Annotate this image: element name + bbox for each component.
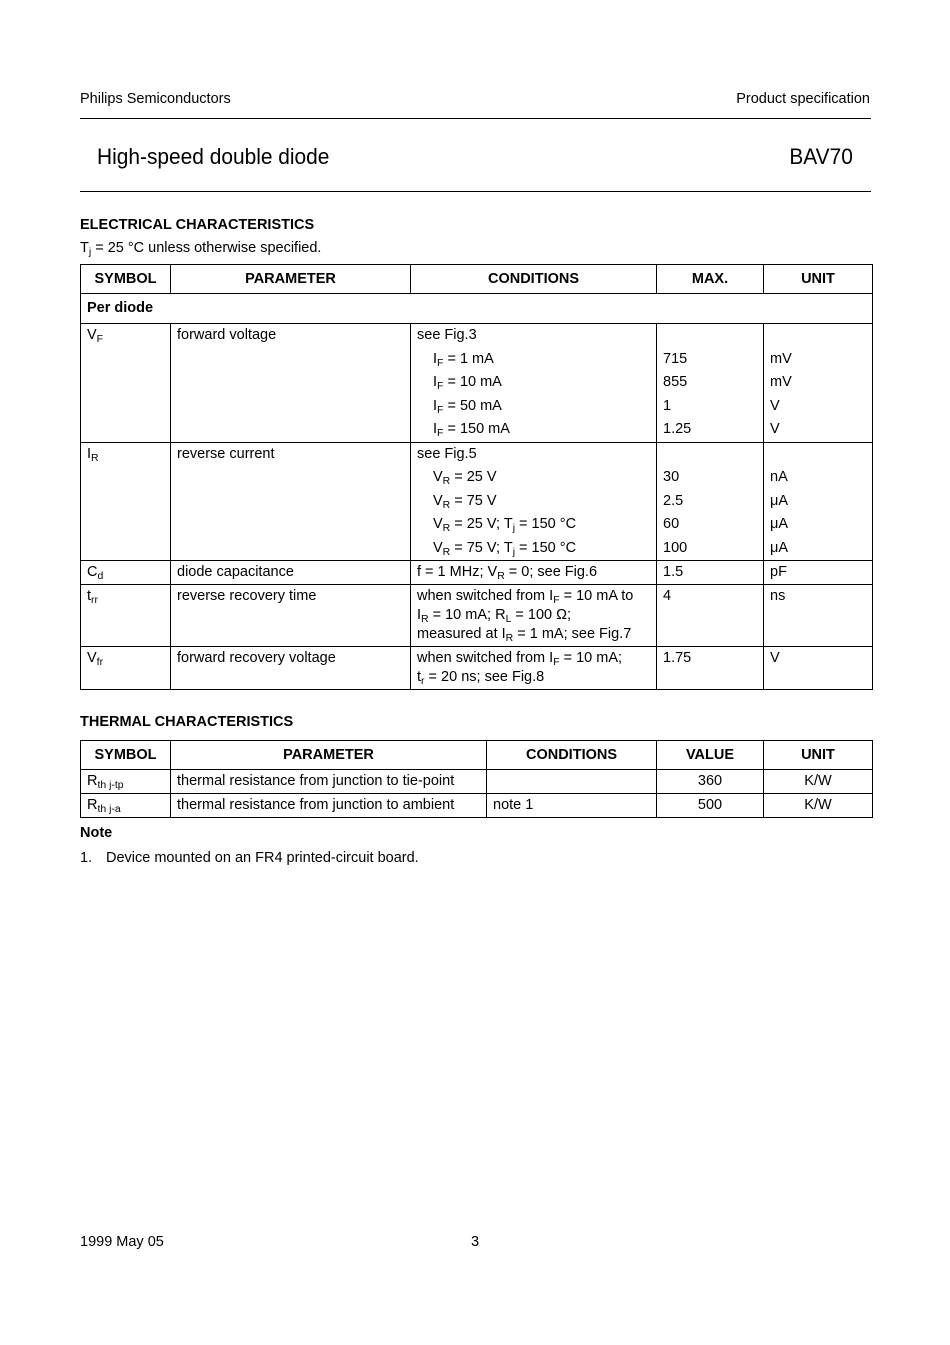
unit-rth-ja: K/W bbox=[764, 794, 873, 818]
thermal-table bbox=[80, 740, 873, 818]
col-value: VALUE bbox=[657, 741, 764, 770]
conditions-cd: f = 1 MHz; $V_R = 0$; see Fig.6 bbox=[411, 561, 657, 585]
symbol-vf: $V_F$ bbox=[81, 324, 171, 443]
unit-trr: ns bbox=[764, 585, 873, 647]
note-heading: Note bbox=[80, 825, 113, 841]
max-vfr: 1.75 bbox=[657, 647, 764, 690]
conditions-vfr: when switched from $I_F = 10$ mA; $t_r = 20$ ns; see Fig.8 bbox=[411, 647, 657, 690]
company-name: Philips Semiconductors bbox=[80, 91, 231, 107]
conditions-ir: see Fig.5 $V_R = 25$ V $V_R = 75$ V $V_R = 25$ V; $T_j = 150$ °C $V_R = 75$ V; $T_j = 150$ °C bbox=[411, 442, 657, 561]
col-parameter: PARAMETER bbox=[171, 741, 487, 770]
parameter-cd: diode capacitance bbox=[171, 561, 411, 585]
note-item bbox=[80, 850, 419, 866]
parameter-ir: reverse current bbox=[171, 442, 411, 561]
thermal-heading: THERMAL CHARACTERISTICS bbox=[80, 714, 294, 730]
parameter-vf: forward voltage bbox=[171, 324, 411, 443]
unit-ir: nA μA μA μA bbox=[764, 442, 873, 561]
footer-date: 1999 May 05 bbox=[80, 1234, 164, 1250]
unit-rth-jtp: K/W bbox=[764, 770, 873, 794]
product-title: High-speed double diode bbox=[97, 144, 330, 169]
max-ir: 30 2.5 60 100 bbox=[657, 442, 764, 561]
symbol-vfr: $V_{fr}$ bbox=[81, 647, 171, 690]
symbol-cd: $C_d$ bbox=[81, 561, 171, 585]
symbol-trr: $t_{rr}$ bbox=[81, 585, 171, 647]
thermal-header-row bbox=[81, 741, 873, 770]
conditions-rth-ja: note 1 bbox=[487, 794, 657, 818]
col-unit: UNIT bbox=[764, 265, 873, 294]
table-row bbox=[81, 770, 873, 794]
parameter-rth-ja: thermal resistance from junction to ambient bbox=[171, 794, 487, 818]
col-max: MAX. bbox=[657, 265, 764, 294]
table-row-cd bbox=[81, 561, 873, 585]
table-row-vf bbox=[81, 324, 873, 443]
title-rule bbox=[80, 191, 871, 192]
conditions-vf: see Fig.3 $I_F = 1$ mA $I_F = 10$ mA $I_F = 50$ mA $I_F = 150$ mA bbox=[411, 324, 657, 443]
electrical-header-row bbox=[81, 265, 873, 294]
symbol-rth-ja: $R_{th j-a}$ bbox=[81, 794, 171, 818]
part-number: BAV70 bbox=[789, 144, 853, 169]
note-number: 1. bbox=[80, 850, 93, 866]
group-row bbox=[81, 294, 873, 324]
unit-vfr: V bbox=[764, 647, 873, 690]
col-symbol: SYMBOL bbox=[81, 741, 171, 770]
max-trr: 4 bbox=[657, 585, 764, 647]
table-row-trr bbox=[81, 585, 873, 647]
col-conditions: CONDITIONS bbox=[411, 265, 657, 294]
table-row-ir bbox=[81, 442, 873, 561]
electrical-table bbox=[80, 264, 873, 690]
conditions-trr: when switched from $I_F = 10$ mA to $I_R = 10$ mA; $R_L = 100$ Ω; measured at $I_R = 1$ mA; see Fig.7 bbox=[411, 585, 657, 647]
parameter-trr: reverse recovery time bbox=[171, 585, 411, 647]
electrical-heading: ELECTRICAL CHARACTERISTICS bbox=[80, 217, 315, 233]
table-row bbox=[81, 794, 873, 818]
max-cd: 1.5 bbox=[657, 561, 764, 585]
header-rule bbox=[80, 118, 871, 119]
page-number: 3 bbox=[471, 1234, 480, 1250]
group-label: Per diode bbox=[81, 294, 873, 324]
table-row-vfr bbox=[81, 647, 873, 690]
max-vf: 715 855 1 1.25 bbox=[657, 324, 764, 443]
unit-vf: mV mV V V bbox=[764, 324, 873, 443]
document-type: Product specification bbox=[736, 91, 870, 107]
electrical-condition: $T_j = 25$ °C unless otherwise specified. bbox=[80, 240, 322, 259]
parameter-rth-jtp: thermal resistance from junction to tie-point bbox=[171, 770, 487, 794]
col-unit: UNIT bbox=[764, 741, 873, 770]
value-rth-ja: 500 bbox=[657, 794, 764, 818]
symbol-rth-jtp: $R_{th j-tp}$ bbox=[81, 770, 171, 794]
symbol-ir: $I_R$ bbox=[81, 442, 171, 561]
col-parameter: PARAMETER bbox=[171, 265, 411, 294]
conditions-rth-jtp bbox=[487, 770, 657, 794]
unit-cd: pF bbox=[764, 561, 873, 585]
col-conditions: CONDITIONS bbox=[487, 741, 657, 770]
note-text: Device mounted on an FR4 printed-circuit board. bbox=[106, 850, 419, 866]
parameter-vfr: forward recovery voltage bbox=[171, 647, 411, 690]
value-rth-jtp: 360 bbox=[657, 770, 764, 794]
col-symbol: SYMBOL bbox=[81, 265, 171, 294]
